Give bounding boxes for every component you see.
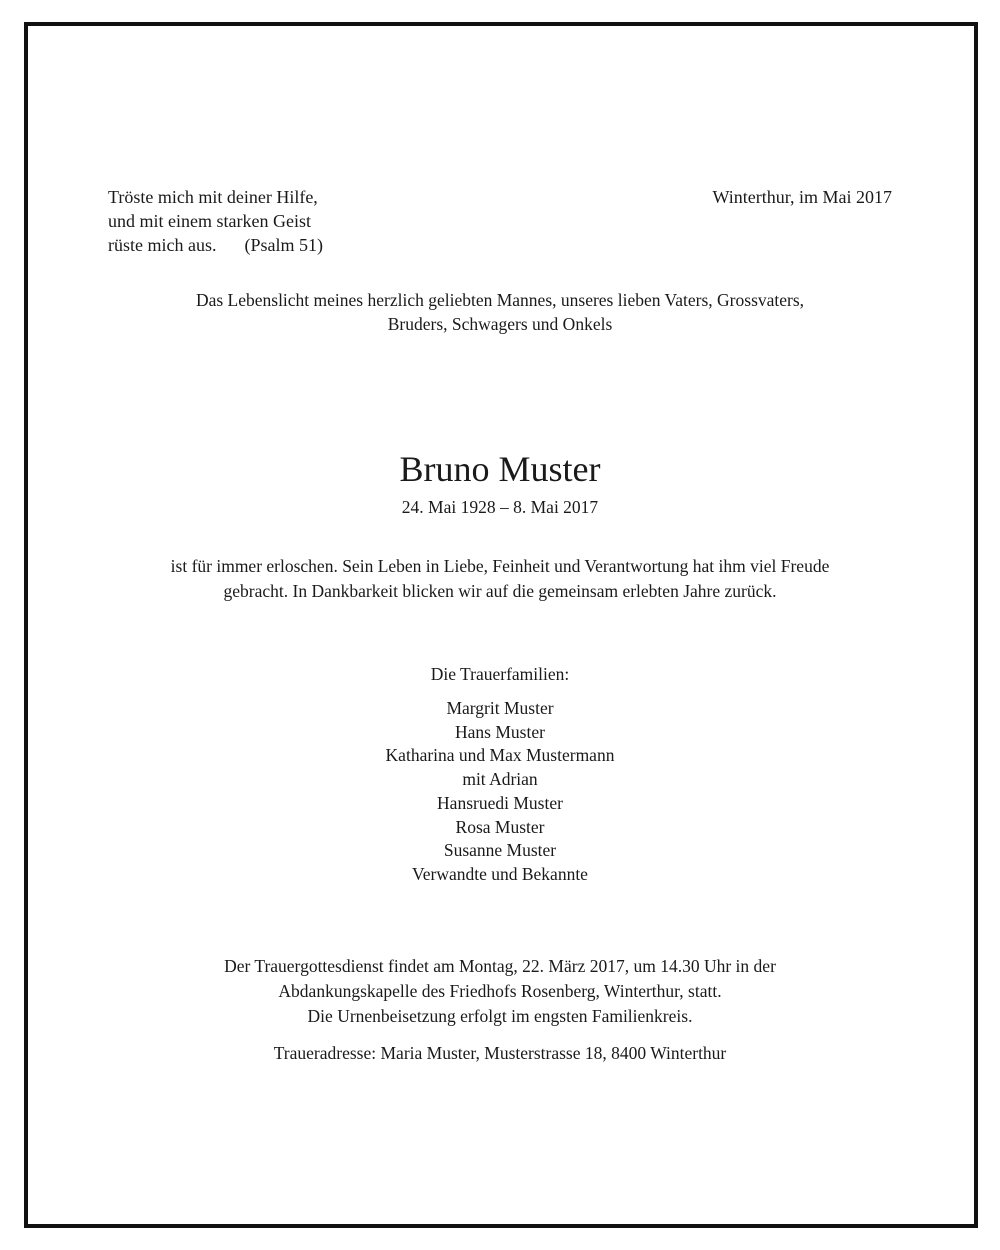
service-info <box>60 954 940 1029</box>
verse-reference: (Psalm 51) <box>244 235 323 255</box>
memorial-line: ist für immer erloschen. Sein Leben in Liebe, Feinheit und Verantwortung hat ihm viel Freude <box>170 556 830 576</box>
memorial-line: gebracht. In Dankbarkeit blicken wir auf die gemeinsam erlebten Jahre zurück. <box>223 581 777 601</box>
verse-line: Tröste mich mit deiner Hilfe, <box>108 187 318 207</box>
family-member: Hans Muster <box>455 721 545 742</box>
family-member: Katharina und Max Mustermann <box>385 745 615 766</box>
intro-line: Das Lebenslicht meines herzlich geliebten Mannes, unseres lieben Vaters, Grossvaters, <box>195 290 805 310</box>
family-member: Susanne Muster <box>443 840 557 861</box>
verse-line <box>108 233 323 257</box>
deceased-name: Bruno Muster <box>399 449 601 489</box>
mourning-address: Traueradresse: Maria Muster, Musterstrasse 18, 8400 Winterthur <box>273 1043 727 1063</box>
family-member: Rosa Muster <box>455 816 545 837</box>
family-member: Hansruedi Muster <box>437 792 563 813</box>
verse-line-text: rüste mich aus. <box>108 235 217 255</box>
memorial-text <box>60 554 940 604</box>
families-list <box>60 697 940 887</box>
service-line: Abdankungskapelle des Friedhofs Rosenberg, Winterthur, statt. <box>278 981 722 1001</box>
place-date: Winterthur, im Mai 2017 <box>712 187 892 207</box>
intro-text <box>60 288 940 336</box>
psalm-verse <box>108 185 323 257</box>
families-label: Die Trauerfamilien: <box>430 664 570 684</box>
verse-line: und mit einem starken Geist <box>108 211 311 231</box>
service-line: Die Urnenbeisetzung erfolgt im engsten Familienkreis. <box>307 1006 693 1026</box>
intro-line: Bruders, Schwagers und Onkels <box>387 314 613 334</box>
service-line: Der Trauergottesdienst findet am Montag, 22. März 2017, um 14.30 Uhr in der <box>224 956 776 976</box>
family-member: Margrit Muster <box>446 698 554 718</box>
family-member: Verwandte und Bekannte <box>412 863 588 884</box>
family-member: mit Adrian <box>462 769 538 790</box>
life-dates: 24. Mai 1928 – 8. Mai 2017 <box>401 497 599 517</box>
